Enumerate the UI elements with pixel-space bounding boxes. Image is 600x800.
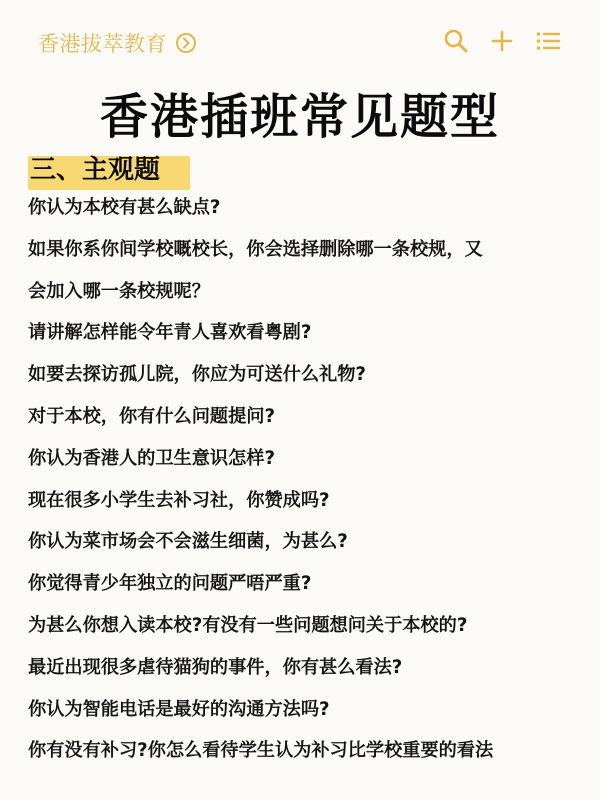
question-item: 你认为香港人的卫生意识怎样? [28, 447, 275, 469]
section-heading [28, 150, 160, 190]
question-item: 现在很多小学生去补习社，你赞成吗? [28, 489, 330, 511]
top-icons [442, 27, 562, 55]
menu-list-icon[interactable] [534, 27, 562, 55]
section-title: 三、主观题 [30, 155, 161, 185]
top-bar [0, 0, 600, 80]
question-item: 对于本校，你有什么问题提问? [28, 405, 275, 427]
plus-icon[interactable] [488, 27, 516, 55]
brand-name: 香港拔萃教育 [38, 32, 167, 56]
question-item: 最近出现很多虐待猫狗的事件，你有甚么看法? [28, 656, 403, 678]
question-item: 你认为本校有甚么缺点? [28, 197, 221, 218]
question-item: 你认为智能电话是最好的沟通方法吗? [28, 698, 330, 720]
page-title: 香港插班常见题型 [99, 89, 500, 145]
brand-link[interactable] [38, 28, 197, 58]
question-item: 会加入哪一条校规呢？ [28, 280, 210, 302]
chevron-right-circle-icon [175, 32, 197, 54]
question-item: 请讲解怎样能令年青人喜欢看粤剧? [28, 322, 312, 344]
question-item: 你认为菜市场会不会滋生细菌，为甚么? [28, 531, 348, 553]
search-icon[interactable] [442, 27, 470, 55]
question-item: 你有没有补习?你怎么看待学生认为补习比学校重要的看法 [28, 740, 494, 762]
question-item: 如果你系你间学校嘅校长，你会选择删除哪一条校规，又 [28, 238, 483, 260]
question-item: 你觉得青少年独立的问题严唔严重? [28, 573, 312, 595]
question-item: 为甚么你想入读本校?有没有一些问题想问关于本校的? [28, 614, 468, 636]
question-list [28, 196, 576, 762]
question-item: 如要去探访孤儿院，你应为可送什么礼物? [28, 364, 366, 386]
